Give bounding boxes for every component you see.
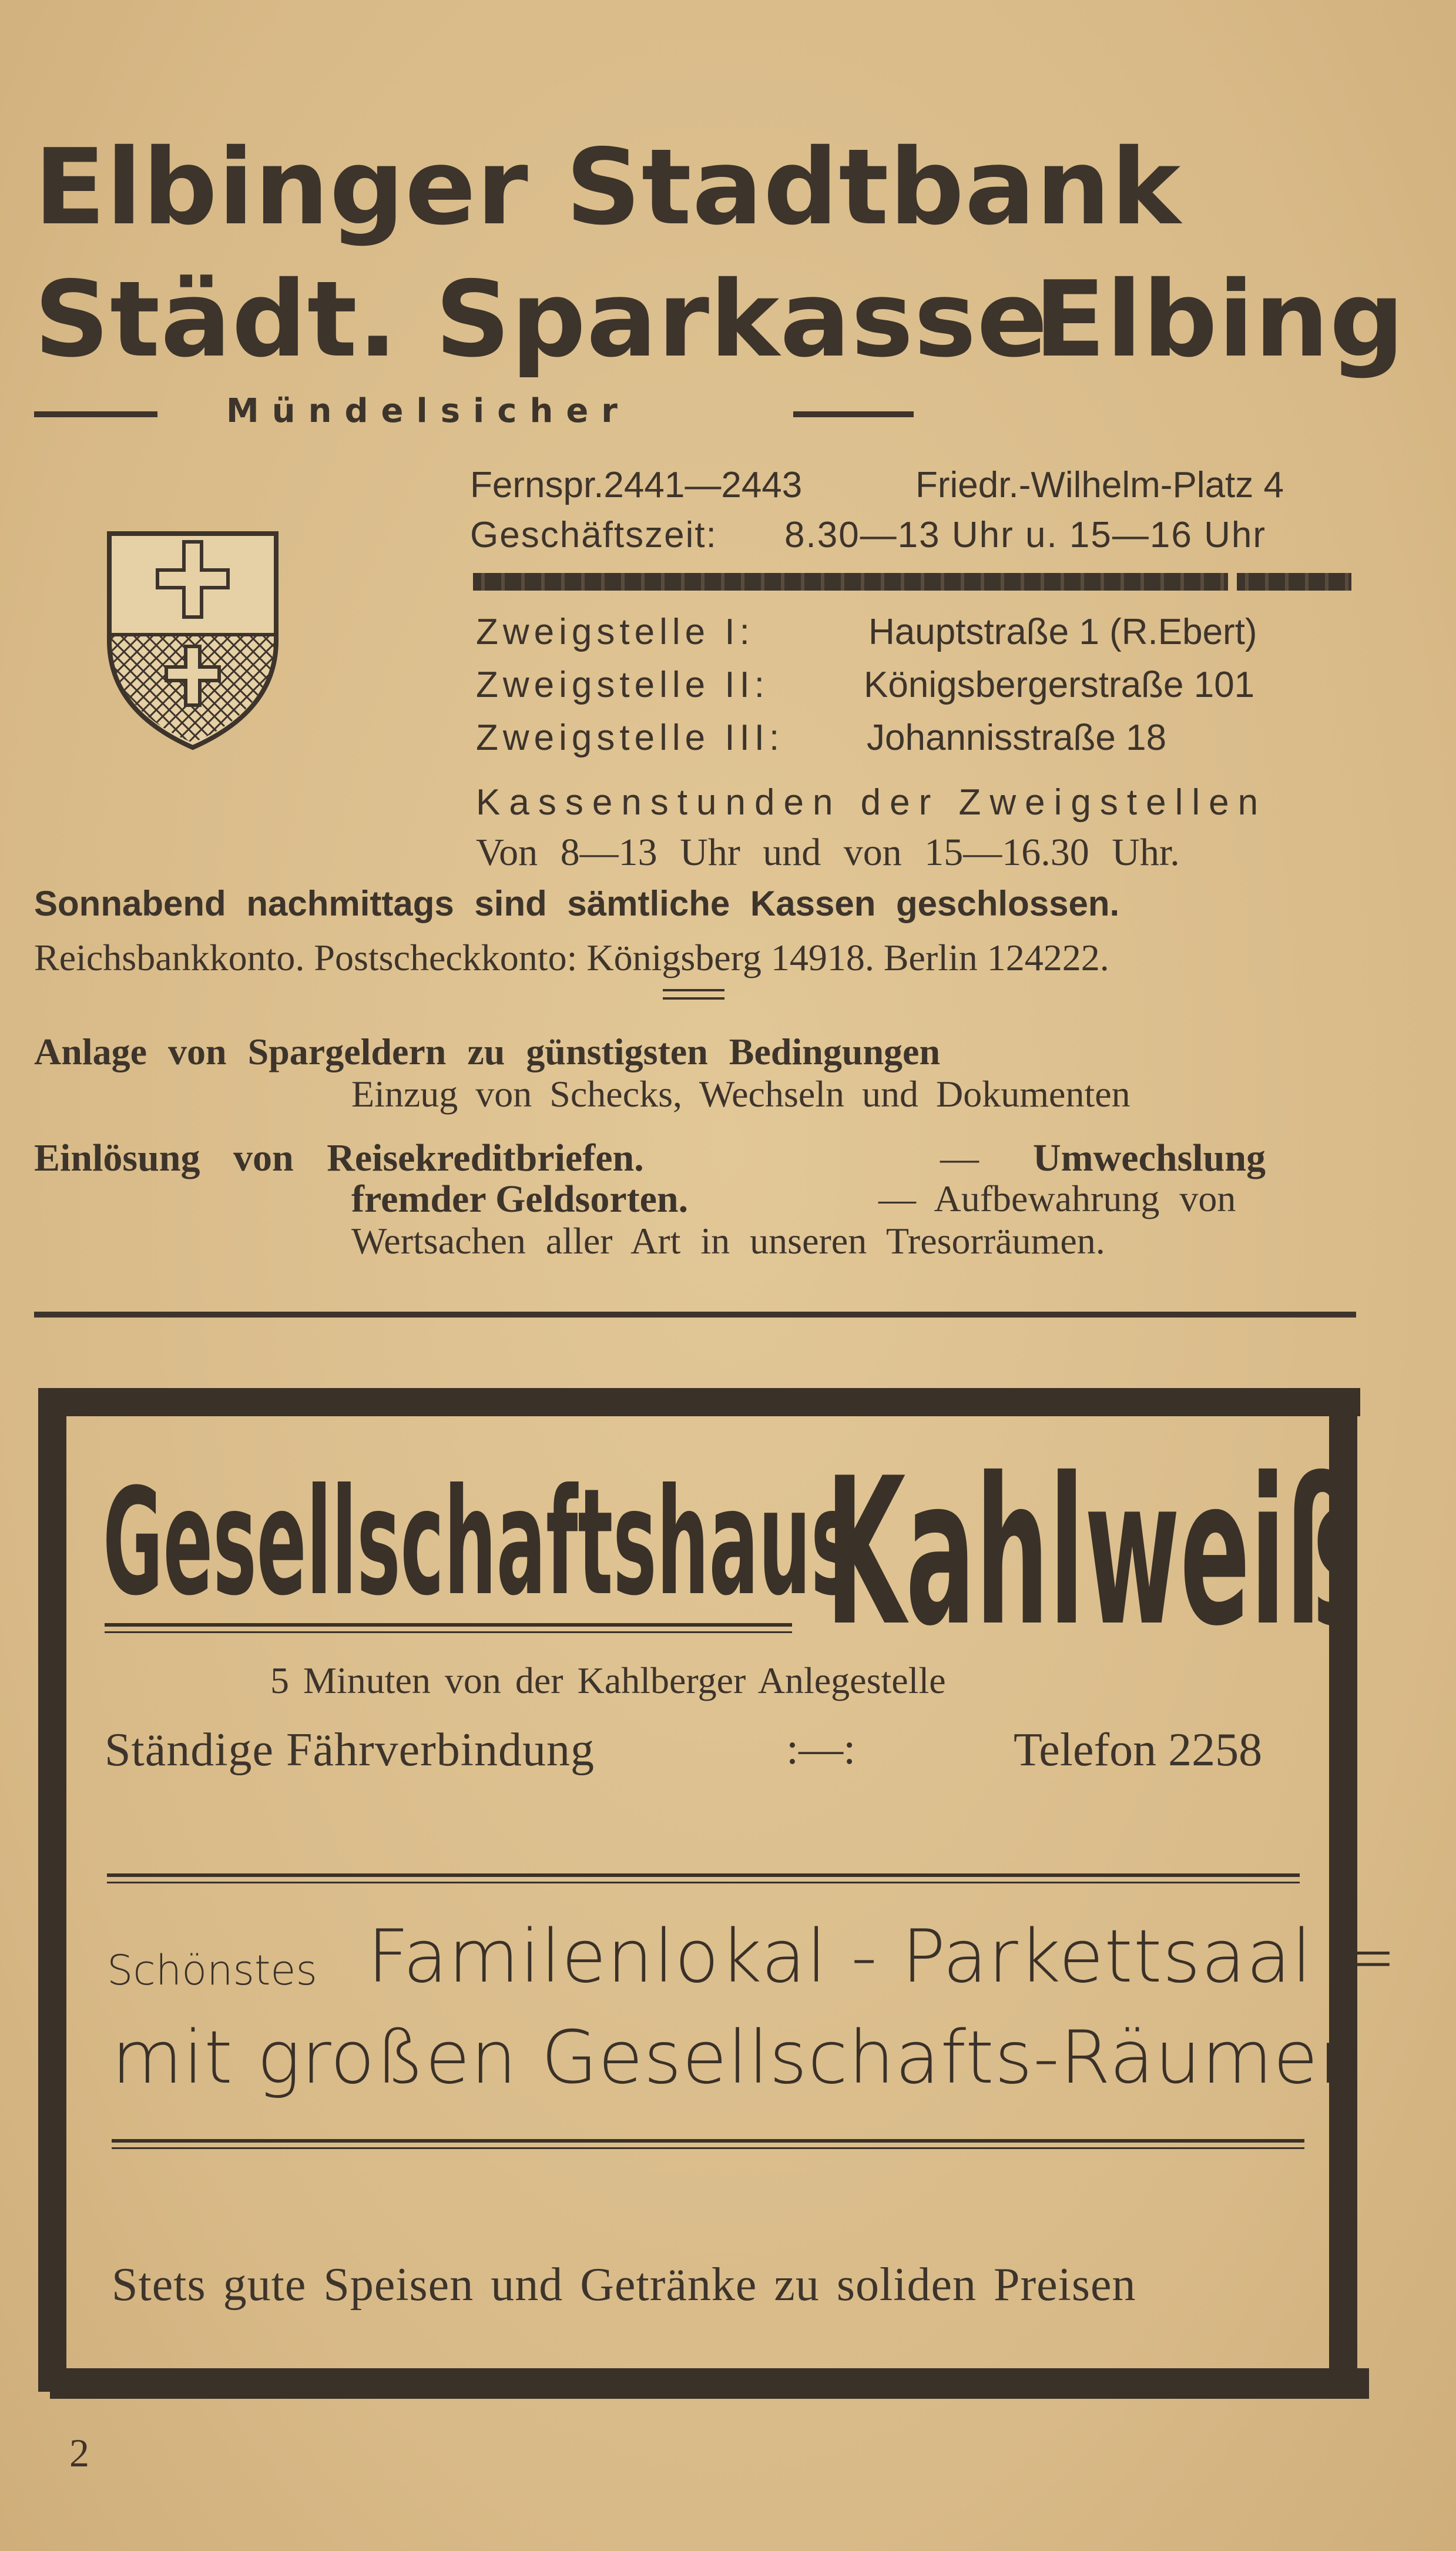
bank-title-line1: Elbinger Stadtbank	[34, 126, 1182, 248]
branch-2-name: Zweigstelle II:	[476, 665, 770, 705]
restaurant-slogan: Stets gute Speisen und Getränke zu soliden Preisen	[112, 2259, 1136, 2311]
frame-left	[38, 1416, 66, 2392]
feature-prefix: Schönstes	[107, 1946, 317, 1994]
rule-lower	[112, 2139, 1304, 2149]
bank-title-line2a: Städt. Sparkasse	[34, 259, 1049, 380]
branch-hours-title: Kassenstunden der Zweigstellen	[476, 782, 1267, 823]
frame-top	[38, 1388, 1360, 1416]
divider-rule	[473, 573, 1228, 591]
bank-accounts: Reichsbankkonto. Postscheckkonto: Königsberg 14918. Berlin 124222.	[34, 937, 1109, 978]
tagline-rule-right	[793, 411, 914, 417]
section-separator	[34, 1312, 1356, 1318]
restaurant-location: 5 Minuten von der Kahlberger Anlegestelle	[270, 1660, 946, 1701]
frame-bottom	[50, 2368, 1369, 2399]
restaurant-name: Gesellschaftshaus	[103, 1457, 855, 1628]
service-savings: Anlage von Spargeldern zu günstigsten Bedingungen	[34, 1031, 941, 1072]
branch-2-address: Königsbergerstraße 101	[864, 665, 1255, 705]
feature-headline: Familenlokal - Parkettsaal =	[367, 1915, 1398, 1999]
restaurant-phone: Telefon 2258	[1014, 1724, 1263, 1776]
service-safekeeping: — Aufbewahrung von	[878, 1178, 1236, 1219]
divider-rule-end	[1237, 573, 1351, 591]
bank-address: Friedr.-Wilhelm-Platz 4	[915, 465, 1284, 505]
small-double-rule	[663, 989, 724, 1000]
bank-tagline: Mündelsicher	[226, 392, 630, 430]
branch-1-address: Hauptstraße 1 (R.Ebert)	[868, 612, 1257, 652]
service-exchange: Umwechslung	[1033, 1137, 1266, 1179]
branch-hours-line: Von 8—13 Uhr und von 15—16.30 Uhr.	[476, 831, 1180, 874]
bank-phone: Fernspr.2441—2443	[470, 465, 803, 505]
branch-3-name: Zweigstelle III:	[476, 718, 784, 758]
feature-rooms: mit großen Gesellschafts-Räumen	[112, 2016, 1366, 2100]
service-travel-cheques: Einlösung von Reisekreditbriefen.	[34, 1137, 644, 1179]
tagline-rule-left	[34, 411, 157, 417]
branch-3-address: Johannisstraße 18	[867, 718, 1167, 758]
page-number: 2	[69, 2431, 89, 2475]
restaurant-owner: Kahlweiß	[826, 1435, 1360, 1671]
branch-1-name: Zweigstelle I:	[476, 612, 754, 652]
restaurant-ferry: Ständige Fährverbindung	[105, 1724, 595, 1776]
service-vaults: Wertsachen aller Art in unseren Tresorräumen.	[351, 1220, 1105, 1262]
bank-hours-label: Geschäftszeit:	[470, 515, 717, 555]
service-dash: —	[940, 1137, 979, 1179]
rule-upper	[107, 1873, 1300, 1883]
separator: :—:	[786, 1724, 856, 1774]
saturday-note: Sonnabend nachmittags sind sämtliche Kassen geschlossen.	[34, 884, 1120, 923]
coat-of-arms-icon	[105, 529, 281, 752]
bank-title-line2b: Elbing	[1034, 259, 1405, 380]
service-foreign-currency: fremder Geldsorten.	[351, 1178, 689, 1221]
bank-hours-value: 8.30—13 Uhr u. 15—16 Uhr	[784, 515, 1266, 555]
name-underline	[105, 1623, 792, 1633]
service-collection: Einzug von Schecks, Wechseln und Dokumenten	[351, 1073, 1130, 1115]
